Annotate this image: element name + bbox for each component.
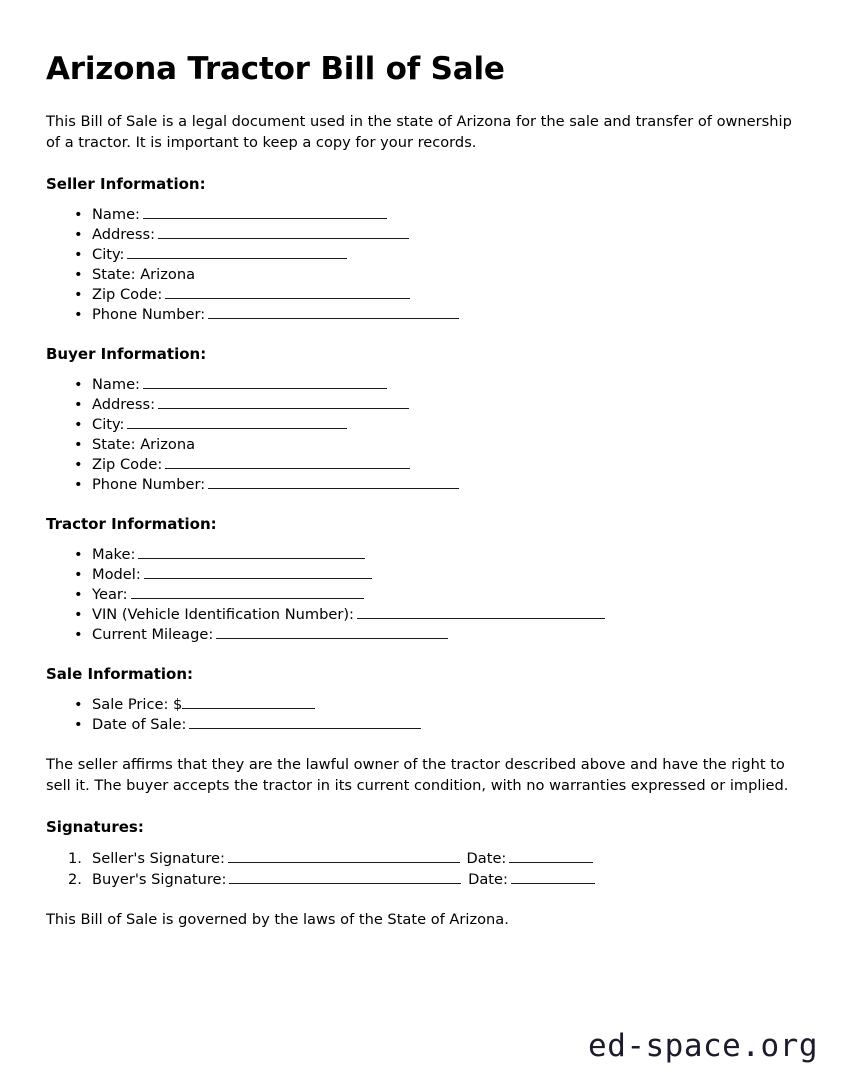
- seller-section-heading: Seller Information:: [46, 175, 206, 194]
- buyer-zip-blank[interactable]: [165, 455, 410, 469]
- buyer-phone-blank[interactable]: [208, 475, 459, 489]
- list-item: [46, 395, 806, 415]
- tractor-vin-blank[interactable]: [357, 605, 605, 619]
- affirmation-paragraph: The seller affirms that they are the lawful owner of the tractor described above and have the right to sell it. The buyer accepts the tractor in its current condition, with no warranties expressed or implied.: [46, 756, 789, 794]
- tractor-year-blank[interactable]: [131, 585, 364, 599]
- list-item: [46, 205, 806, 225]
- list-item: [46, 848, 806, 869]
- seller-phone-blank[interactable]: [208, 305, 459, 319]
- buyer-date-label: Date:: [468, 871, 508, 889]
- field-label: Phone Number:: [92, 476, 206, 494]
- field-label: Name:: [92, 206, 140, 224]
- seller-zip-blank[interactable]: [165, 285, 410, 299]
- seller-date-label: Date:: [466, 850, 507, 868]
- list-item: [46, 475, 806, 495]
- field-label: Make:: [92, 546, 136, 564]
- list-item: [46, 265, 806, 285]
- field-label: Current Mileage:: [92, 626, 214, 644]
- signatures-section-heading: Signatures:: [46, 818, 144, 837]
- field-label: Address:: [92, 396, 156, 414]
- list-item: [46, 285, 806, 305]
- tractor-mileage-blank[interactable]: [216, 625, 448, 639]
- page-title: Arizona Tractor Bill of Sale: [46, 51, 505, 87]
- sale-price-blank[interactable]: [182, 695, 315, 709]
- seller-signature-blank[interactable]: [228, 849, 460, 863]
- list-item: [46, 415, 806, 435]
- buyer-field-list: [46, 375, 806, 495]
- sale-field-list: [46, 695, 806, 735]
- field-label: Year:: [92, 586, 128, 604]
- seller-city-blank[interactable]: [127, 245, 347, 259]
- list-item: [46, 245, 806, 265]
- list-item: [46, 545, 806, 565]
- field-label: Name:: [92, 376, 140, 394]
- seller-signature-label: Seller's Signature:: [92, 850, 225, 868]
- seller-state-value: Arizona: [140, 266, 196, 284]
- list-item: [46, 435, 806, 455]
- list-item: [46, 565, 806, 585]
- list-item: [46, 225, 806, 245]
- buyer-city-blank[interactable]: [127, 415, 347, 429]
- list-item: [46, 585, 806, 605]
- buyer-section-heading: Buyer Information:: [46, 345, 207, 364]
- closing-paragraph: This Bill of Sale is governed by the laws of the State of Arizona.: [46, 911, 509, 929]
- field-label: State:: [92, 266, 136, 284]
- field-label: Zip Code:: [92, 456, 163, 474]
- field-label: Zip Code:: [92, 286, 163, 304]
- field-label: Phone Number:: [92, 306, 206, 324]
- field-label: City:: [92, 416, 125, 434]
- buyer-signature-blank[interactable]: [229, 870, 461, 884]
- list-item: [46, 605, 806, 625]
- buyer-state-value: Arizona: [140, 436, 196, 454]
- tractor-section-heading: Tractor Information:: [46, 515, 217, 534]
- field-label: Model:: [92, 566, 141, 584]
- field-label: Address:: [92, 226, 156, 244]
- seller-date-blank[interactable]: [509, 849, 593, 863]
- sale-section-heading: Sale Information:: [46, 665, 193, 684]
- list-item: [46, 305, 806, 325]
- seller-name-blank[interactable]: [143, 205, 387, 219]
- list-item: [46, 715, 806, 735]
- buyer-date-blank[interactable]: [511, 870, 595, 884]
- sale-date-blank[interactable]: [189, 715, 421, 729]
- seller-field-list: [46, 205, 806, 325]
- field-label: State:: [92, 436, 136, 454]
- buyer-signature-label: Buyer's Signature:: [92, 871, 227, 889]
- list-item: [46, 455, 806, 475]
- intro-paragraph: This Bill of Sale is a legal document used in the state of Arizona for the sale and transfer of ownership of a tractor. It is important to keep a copy for your records.: [46, 113, 792, 151]
- tractor-model-blank[interactable]: [144, 565, 372, 579]
- tractor-make-blank[interactable]: [138, 545, 365, 559]
- list-item: [46, 869, 806, 890]
- sale-date-label: Date of Sale:: [92, 716, 187, 734]
- tractor-field-list: [46, 545, 806, 645]
- list-item: [46, 625, 806, 645]
- field-label: City:: [92, 246, 125, 264]
- buyer-name-blank[interactable]: [143, 375, 387, 389]
- seller-address-blank[interactable]: [158, 225, 409, 239]
- list-item: [46, 695, 806, 715]
- document-content: [46, 52, 806, 930]
- sale-price-label: Sale Price: $: [92, 696, 183, 714]
- list-item: [46, 375, 806, 395]
- buyer-address-blank[interactable]: [158, 395, 409, 409]
- signature-list: [46, 848, 806, 890]
- site-watermark: ed-space.org: [588, 1028, 818, 1064]
- field-label: VIN (Vehicle Identification Number):: [92, 606, 354, 624]
